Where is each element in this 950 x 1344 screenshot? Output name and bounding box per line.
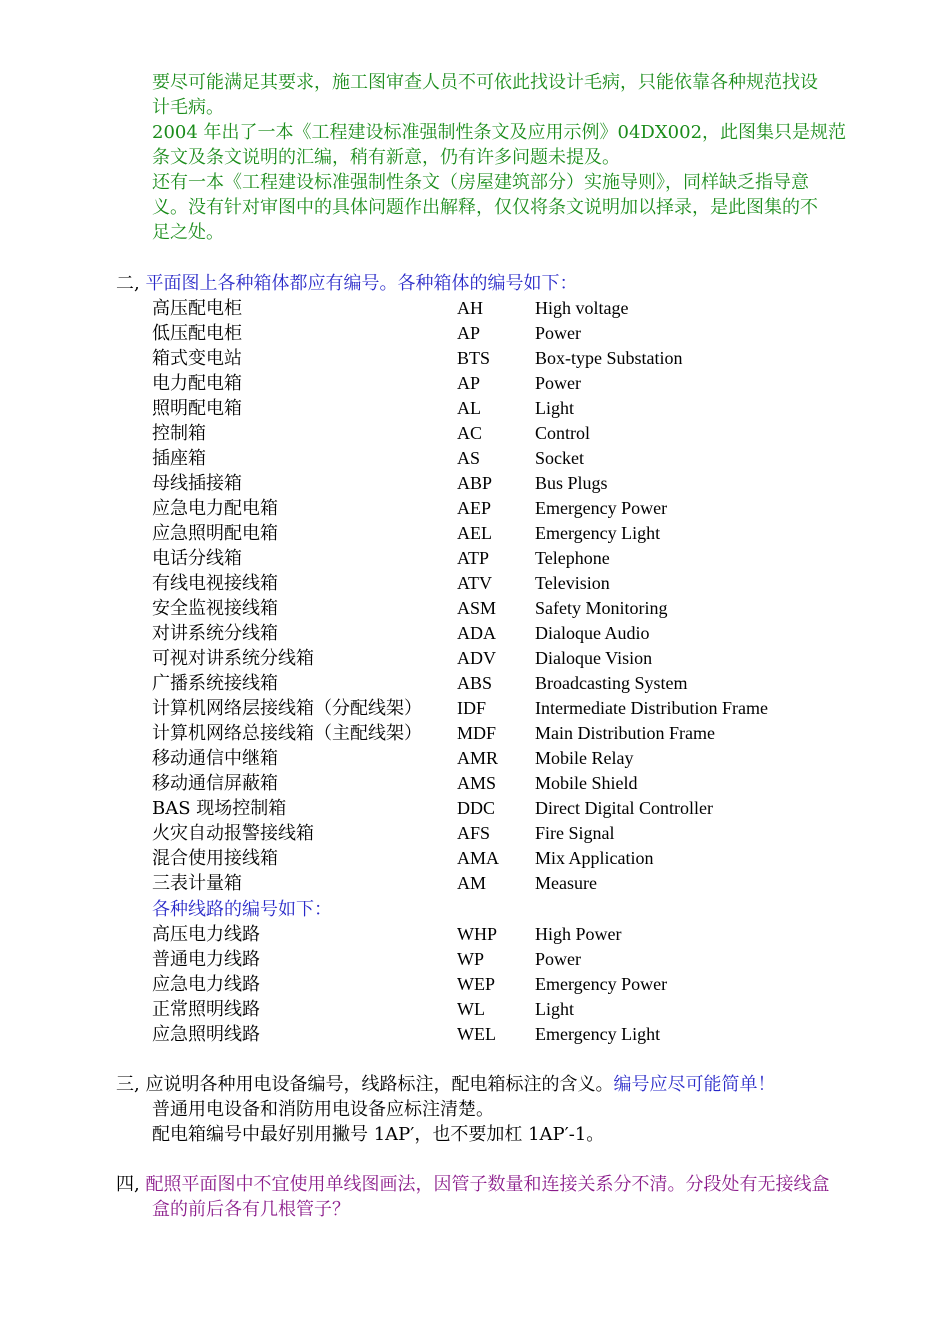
row-eng: Safety Monitoring	[535, 598, 668, 618]
section-4-line2: 盒的前后各有几根管子？	[152, 1199, 350, 1220]
row-eng: Intermediate Distribution Frame	[535, 698, 768, 718]
row-code: ABP	[457, 473, 493, 493]
row-code: AS	[457, 448, 481, 468]
row-eng: Emergency Power	[535, 498, 668, 518]
row-eng: Direct Digital Controller	[535, 798, 713, 818]
section-2-title: 平面图上各种箱体都应有编号。各种箱体的编号如下：	[145, 273, 578, 294]
row-code: WL	[457, 999, 485, 1019]
row-code: ADV	[457, 648, 496, 668]
row-name: 移动通信中继箱	[152, 748, 278, 769]
row-eng: Telephone	[535, 548, 610, 568]
row-eng: Emergency Light	[535, 523, 661, 543]
row-eng: Light	[535, 398, 574, 418]
row-eng: Emergency Light	[535, 1024, 661, 1044]
row-code: AFS	[457, 823, 491, 843]
intro-p2-line1: 2004 年出了一本《工程建设标准强制性条文及应用示例》04DX002，此图集只是规范	[152, 122, 847, 143]
row-eng: Mix Application	[535, 848, 654, 868]
section-4-number: 四,	[116, 1174, 140, 1195]
intro-p1-line2: 计毛病。	[152, 97, 224, 118]
intro-p1-line1: 要尽可能满足其要求，施工图审查人员不可依此找设计毛病，只能依靠各种规范找设	[152, 72, 818, 93]
section-3-highlight: 编号应尽可能简单！	[613, 1074, 776, 1095]
row-eng: Power	[535, 949, 581, 969]
row-name: 控制箱	[152, 423, 206, 444]
intro-paragraph-2	[152, 120, 876, 170]
row-name: 高压电力线路	[152, 924, 260, 945]
intro-p3-line2: 义。没有针对审图中的具体问题作出解释，仅仅将条文说明加以择录，是此图集的不	[152, 197, 818, 218]
row-name: 广播系统接线箱	[152, 673, 278, 694]
row-code: ABS	[457, 673, 493, 693]
row-code: ATV	[457, 573, 492, 593]
row-eng: High voltage	[535, 298, 629, 318]
lines-heading: 各种线路的编号如下：	[152, 899, 332, 920]
row-code: DDC	[457, 798, 496, 818]
row-name: 正常照明线路	[152, 999, 260, 1020]
row-name: 安全监视接线箱	[152, 598, 278, 619]
row-name: 可视对讲系统分线箱	[152, 648, 314, 669]
section-2-heading	[116, 271, 577, 296]
row-name: 电力配电箱	[152, 373, 242, 394]
row-name: BAS 现场控制箱	[152, 798, 287, 819]
row-name: 箱式变电站	[152, 348, 242, 369]
section-3-number: 三,	[116, 1074, 140, 1095]
row-eng: Measure	[535, 873, 597, 893]
row-name: 电话分线箱	[152, 548, 242, 569]
row-eng: Emergency Power	[535, 974, 668, 994]
row-name: 混合使用接线箱	[152, 848, 278, 869]
row-code: BTS	[457, 348, 491, 368]
row-code: WHP	[457, 924, 497, 944]
row-name: 普通电力线路	[152, 949, 260, 970]
row-eng: Dialoque Vision	[535, 648, 653, 668]
row-name: 三表计量箱	[152, 873, 242, 894]
intro-p3-line1: 还有一本《工程建设标准强制性条文（房屋建筑部分）实施导则》，同样缺乏指导意	[152, 172, 809, 193]
row-name: 火灾自动报警接线箱	[152, 823, 314, 844]
section-3-text: 应说明各种用电设备编号，线路标注，配电箱标注的含义。	[145, 1074, 614, 1095]
row-name: 移动通信屏蔽箱	[152, 773, 278, 794]
row-code: ATP	[457, 548, 490, 568]
row-code: AEP	[457, 498, 492, 518]
row-name: 计算机网络总接线箱（主配线架）	[152, 723, 422, 744]
row-eng: Bus Plugs	[535, 473, 608, 493]
row-eng: Power	[535, 323, 581, 343]
row-eng: Power	[535, 373, 581, 393]
row-name: 计算机网络层接线箱（分配线架）	[152, 698, 422, 719]
row-code: WEP	[457, 974, 495, 994]
row-code: WP	[457, 949, 484, 969]
row-eng: Control	[535, 423, 591, 443]
intro-p2-line2: 条文及条文说明的汇编，稍有新意，仍有许多问题未提及。	[152, 147, 620, 168]
section-3-line2: 普通用电设备和消防用电设备应标注清楚。	[152, 1099, 494, 1120]
section-3-line3: 配电箱编号中最好别用撇号 1AP′，也不要加杠 1AP′-1。	[152, 1124, 605, 1145]
row-code: AP	[457, 323, 481, 343]
row-code: AMS	[457, 773, 497, 793]
row-code: AMR	[457, 748, 499, 768]
row-code: AEL	[457, 523, 492, 543]
row-code: IDF	[457, 698, 487, 718]
row-code: ASM	[457, 598, 497, 618]
row-name: 应急电力线路	[152, 974, 260, 995]
row-eng: Television	[535, 573, 610, 593]
row-name: 应急电力配电箱	[152, 498, 278, 519]
row-name: 低压配电柜	[152, 323, 242, 344]
row-code: AM	[457, 873, 487, 893]
row-name: 应急照明线路	[152, 1024, 260, 1045]
row-code: AC	[457, 423, 483, 443]
row-eng: Box-type Substation	[535, 348, 683, 368]
row-name: 插座箱	[152, 448, 206, 469]
row-name: 照明配电箱	[152, 398, 242, 419]
row-eng: Mobile Shield	[535, 773, 638, 793]
row-eng: Socket	[535, 448, 584, 468]
section-2-number: 二,	[116, 273, 140, 294]
row-eng: Broadcasting System	[535, 673, 688, 693]
row-name: 高压配电柜	[152, 298, 242, 319]
row-code: WEL	[457, 1024, 496, 1044]
section-4-line1: 配照平面图中不宜使用单线图画法，因管子数量和连接关系分不清。分段处有无接线盒	[145, 1174, 830, 1195]
section-3-heading	[116, 1072, 775, 1097]
row-code: AL	[457, 398, 481, 418]
row-code: AP	[457, 373, 481, 393]
row-eng: High Power	[535, 924, 622, 944]
row-code: AH	[457, 298, 483, 318]
row-eng: Main Distribution Frame	[535, 723, 715, 743]
intro-paragraph-1	[152, 70, 876, 120]
intro-p3-line3: 足之处。	[152, 222, 224, 243]
row-name: 有线电视接线箱	[152, 573, 278, 594]
row-code: AMA	[457, 848, 500, 868]
row-eng: Fire Signal	[535, 823, 615, 843]
row-name: 对讲系统分线箱	[152, 623, 278, 644]
row-eng: Dialoque Audio	[535, 623, 650, 643]
row-eng: Mobile Relay	[535, 748, 634, 768]
row-name: 应急照明配电箱	[152, 523, 278, 544]
row-code: MDF	[457, 723, 497, 743]
row-code: ADA	[457, 623, 496, 643]
row-name: 母线插接箱	[152, 473, 242, 494]
row-eng: Light	[535, 999, 574, 1019]
intro-paragraph-3	[152, 170, 876, 245]
section-4-heading	[116, 1172, 829, 1197]
